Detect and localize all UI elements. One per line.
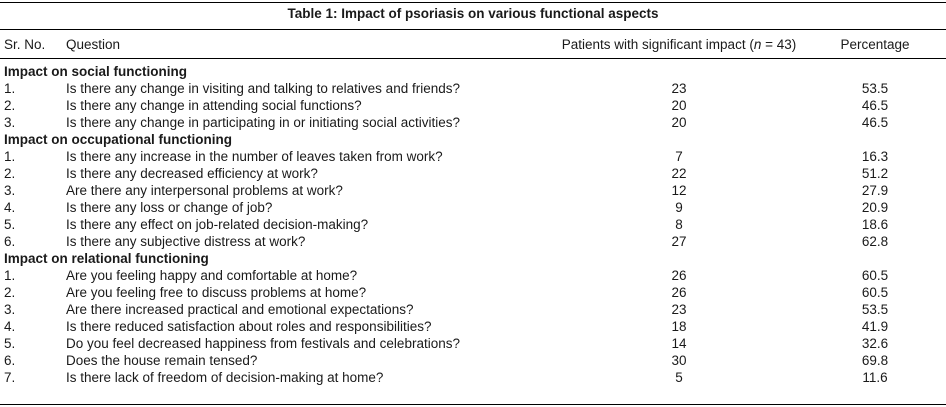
row-sr: 5. [4, 217, 16, 232]
row-patients: 26 [671, 285, 687, 300]
table-row [0, 335, 946, 352]
header-row [0, 34, 946, 55]
row-patients: 22 [671, 166, 687, 181]
row-sr: 4. [4, 319, 16, 334]
row-percentage: 69.8 [861, 353, 889, 368]
section-title: Impact on relational functioning [4, 251, 209, 266]
row-patients: 30 [671, 353, 687, 368]
row-question: Are there increased practical and emotional expectations? [66, 302, 414, 317]
row-sr: 7. [4, 370, 16, 385]
row-percentage: 60.5 [861, 268, 889, 283]
row-sr: 5. [4, 336, 16, 351]
row-sr: 4. [4, 200, 16, 215]
row-sr: 1. [4, 268, 16, 283]
table-row [0, 114, 946, 131]
row-question: Do you feel decreased happiness from festivals and celebrations? [66, 336, 460, 351]
row-percentage: 11.6 [862, 370, 888, 385]
row-patients: 26 [671, 268, 687, 283]
section-row [0, 63, 946, 80]
row-patients: 23 [671, 81, 687, 96]
row-question: Is there any change in attending social functions? [66, 98, 362, 113]
row-percentage: 16.3 [861, 149, 889, 164]
row-percentage: 53.5 [861, 302, 889, 317]
row-percentage: 27.9 [861, 183, 889, 198]
row-sr: 6. [4, 234, 16, 249]
header-patients-suffix: = 43) [761, 37, 797, 52]
table-row [0, 301, 946, 318]
section-row [0, 250, 946, 267]
header-patients-n: n [753, 37, 762, 52]
section-row [0, 131, 946, 148]
header-sr: Sr. No. [4, 37, 46, 52]
row-question: Is there any change in participating in or initiating social activities? [66, 115, 460, 130]
row-percentage: 46.5 [861, 115, 889, 130]
row-patients: 12 [671, 183, 687, 198]
row-patients: 14 [671, 336, 687, 351]
row-patients: 18 [671, 319, 687, 334]
row-sr: 2. [4, 285, 16, 300]
row-percentage: 20.9 [861, 200, 889, 215]
row-patients: 8 [675, 217, 683, 232]
row-sr: 1. [4, 149, 16, 164]
header-spacer [0, 55, 946, 63]
row-question: Is there reduced satisfaction about roles and responsibilities? [66, 319, 432, 334]
header-question: Question [66, 37, 121, 52]
row-sr: 6. [4, 353, 16, 368]
row-question: Does the house remain tensed? [66, 353, 258, 368]
row-sr: 3. [4, 115, 16, 130]
table-row [0, 182, 946, 199]
title-rule [0, 29, 946, 30]
row-question: Are you feeling happy and comfortable at home? [66, 268, 358, 283]
row-percentage: 32.6 [861, 336, 889, 351]
row-patients: 5 [675, 370, 683, 385]
row-question: Is there any subjective distress at work? [66, 234, 306, 249]
table-row [0, 165, 946, 182]
table-row [0, 80, 946, 97]
table-row [0, 216, 946, 233]
row-patients: 27 [671, 234, 687, 249]
section-title: Impact on social functioning [4, 64, 188, 79]
row-patients: 20 [671, 98, 687, 113]
section-title: Impact on occupational functioning [4, 132, 232, 147]
row-question: Is there any increase in the number of leaves taken from work? [66, 149, 443, 164]
row-sr: 3. [4, 302, 16, 317]
table-row [0, 233, 946, 250]
row-patients: 9 [675, 200, 683, 215]
row-sr: 2. [4, 166, 16, 181]
table-row [0, 284, 946, 301]
row-percentage: 41.9 [861, 319, 889, 334]
table-row [0, 318, 946, 335]
row-sr: 3. [4, 183, 16, 198]
row-percentage: 18.6 [861, 217, 889, 232]
row-patients: 7 [675, 149, 683, 164]
table-row [0, 369, 946, 386]
row-percentage: 60.5 [861, 285, 889, 300]
table-row [0, 352, 946, 369]
bottom-rule [0, 404, 946, 405]
header-rule [0, 58, 946, 59]
table-row [0, 199, 946, 216]
table-row [0, 267, 946, 284]
row-patients: 20 [671, 115, 687, 130]
header-patients [554, 34, 804, 55]
row-question: Are you feeling free to discuss problems at home? [66, 285, 367, 300]
table-row [0, 97, 946, 114]
header-patients-prefix: Patients with significant impact ( [561, 37, 754, 52]
row-question: Are there any interpersonal problems at work? [66, 183, 343, 198]
row-question: Is there any effect on job-related decision-making? [66, 217, 369, 232]
row-question: Is there any loss or change of job? [66, 200, 273, 215]
header-percentage: Percentage [840, 37, 910, 52]
row-question: Is there lack of freedom of decision-making at home? [66, 370, 384, 385]
spacer-cell [0, 55, 946, 63]
table-body [0, 55, 946, 386]
table-row [0, 148, 946, 165]
row-question: Is there any change in visiting and talking to relatives and friends? [66, 81, 460, 96]
row-patients: 23 [671, 302, 687, 317]
row-percentage: 53.5 [861, 81, 889, 96]
row-sr: 2. [4, 98, 16, 113]
data-table [0, 34, 946, 386]
top-rule [0, 2, 946, 3]
row-percentage: 62.8 [861, 234, 889, 249]
table-title: Table 1: Impact of psoriasis on various functional aspects [287, 6, 659, 21]
row-sr: 1. [4, 81, 16, 96]
row-percentage: 51.2 [861, 166, 889, 181]
row-percentage: 46.5 [861, 98, 889, 113]
row-question: Is there any decreased efficiency at work? [66, 166, 318, 181]
